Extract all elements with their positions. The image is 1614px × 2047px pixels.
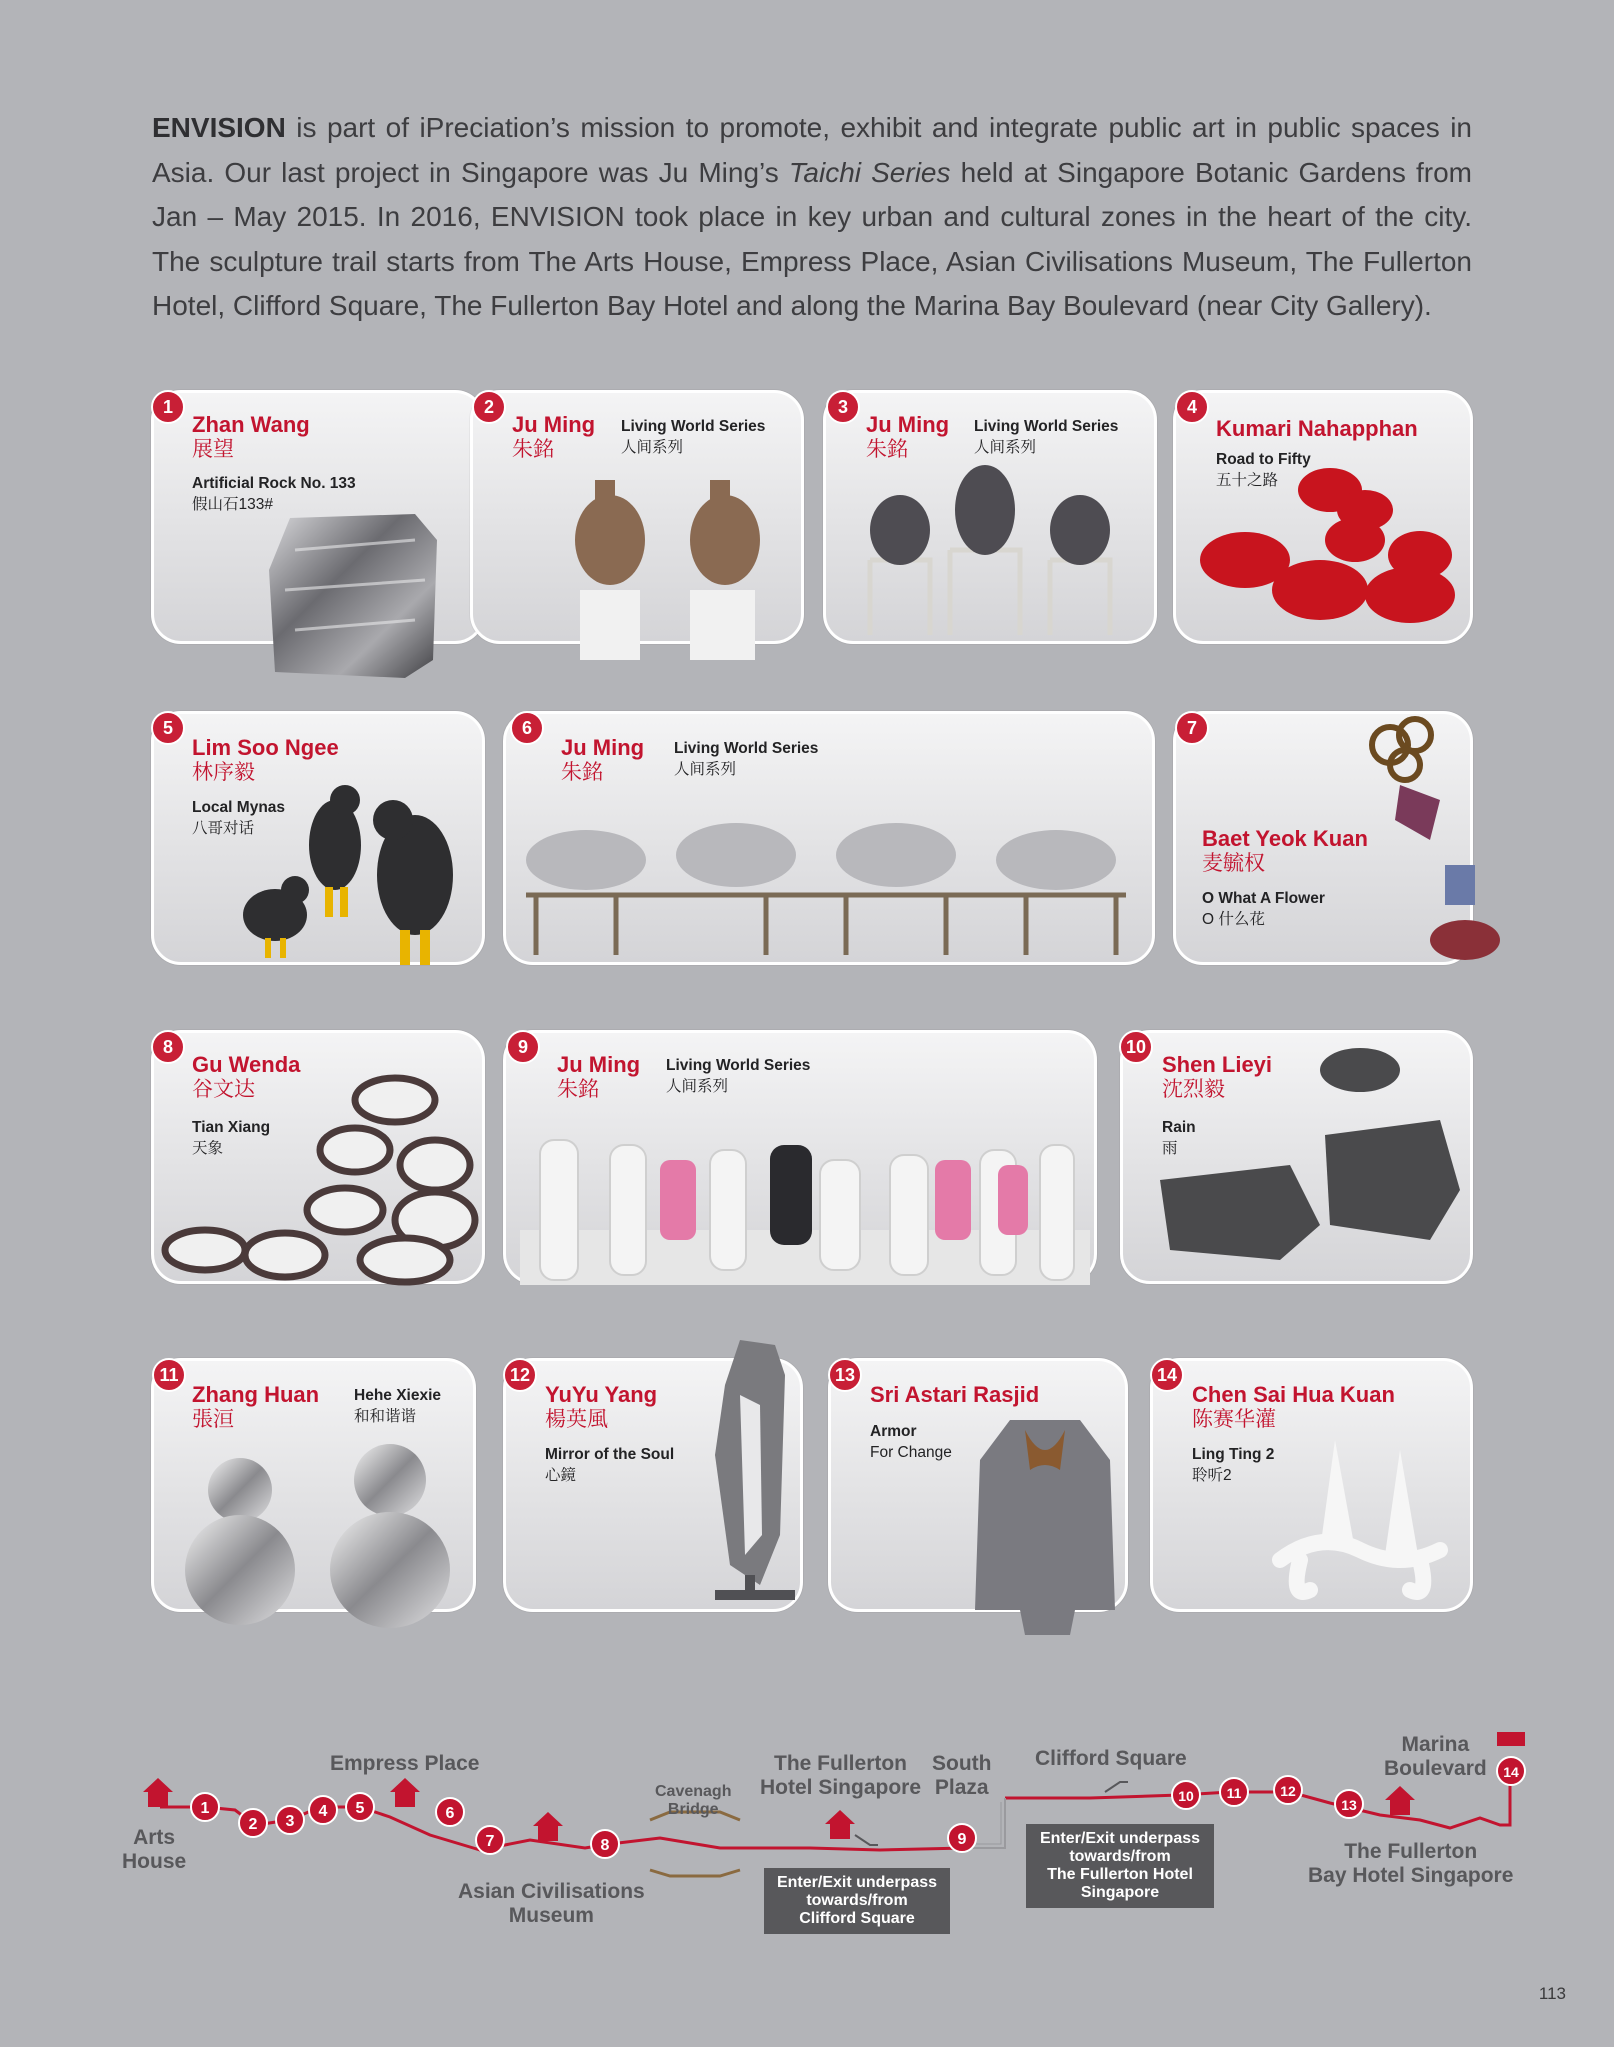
card-number-7: 7 <box>1175 711 1209 745</box>
work-title-12: Mirror of the Soul 心鏡 <box>545 1446 675 1484</box>
label-asian-civilisations: Asian Civilisations Museum <box>458 1880 645 1927</box>
label-clifford-square: Clifford Square <box>1035 1747 1187 1770</box>
calligraphy-sculpture-image <box>165 1070 485 1285</box>
svg-text:5: 5 <box>355 1800 365 1817</box>
route-stop-6 <box>436 1798 464 1826</box>
card-number-5: 5 <box>151 711 185 745</box>
artist-name-13: Sri Astari Rasjid <box>870 1382 1040 1407</box>
living-world-standing-figures-image-9 <box>520 1120 1090 1285</box>
artist-name-3: Ju Ming 朱銘 <box>866 412 950 461</box>
work-title-4: Road to Fifty 五十之路 <box>1216 451 1311 489</box>
intro-part2: held at Singapore Botanic Gardens from Jan – May 2015. In 2016, ENVISION took place in key urban and cultural zones in the heart of the city. The sculpture trail starts from The Arts House, Empress Place, Asian Civilisations Museum, The Fullerton Hotel, Clifford Square, The Fullerton Bay Hotel and along the Marina Bay Boulevard (near City Gallery). <box>152 156 1472 321</box>
card-number-13: 13 <box>828 1358 862 1392</box>
svg-text:11: 11 <box>1226 1785 1242 1801</box>
work-title-11: Hehe Xiexie 和和谐谐 <box>354 1387 442 1425</box>
svg-text:1: 1 <box>200 1800 210 1817</box>
card-number-14: 14 <box>1150 1358 1184 1392</box>
work-title-8: Tian Xiang 天象 <box>192 1119 271 1157</box>
ling-ting-sculpture-image <box>1250 1440 1470 1610</box>
label-south-plaza: South Plaza <box>932 1752 992 1799</box>
svg-text:10: 10 <box>1178 1788 1194 1804</box>
silver-pandas-image <box>175 1430 475 1630</box>
label-fullerton-hotel: The Fullerton Hotel Singapore <box>760 1752 922 1799</box>
work-title-6: Living World Series 人间系列 <box>674 740 819 778</box>
intro-italic: Taichi Series <box>788 156 951 188</box>
route-stop-8 <box>591 1830 619 1858</box>
artist-name-7: Baet Yeok Kuan 麦毓权 <box>1202 826 1368 875</box>
svg-text:6: 6 <box>445 1805 455 1822</box>
svg-text:7: 7 <box>485 1833 495 1850</box>
route-stop-12 <box>1274 1776 1302 1804</box>
label-empress-place: Empress Place <box>330 1752 480 1775</box>
card-number-4: 4 <box>1175 390 1209 424</box>
artist-name-12: YuYu Yang 楊英風 <box>545 1382 658 1431</box>
label-fullerton-bay: The Fullerton Bay Hotel Singapore <box>1308 1840 1514 1887</box>
svg-text:8: 8 <box>600 1837 610 1854</box>
mirror-of-soul-sculpture-image <box>690 1335 810 1625</box>
card-number-2: 2 <box>472 390 506 424</box>
svg-text:2: 2 <box>248 1816 258 1833</box>
svg-text:14: 14 <box>1503 1764 1519 1780</box>
card-number-12: 12 <box>503 1358 537 1392</box>
route-stop-4 <box>309 1796 337 1824</box>
route-stop-9 <box>948 1824 976 1852</box>
label-arts-house: Arts House <box>122 1826 187 1873</box>
card-number-1: 1 <box>151 390 185 424</box>
card-number-3: 3 <box>826 390 860 424</box>
work-title-3: Living World Series 人间系列 <box>974 418 1119 456</box>
svg-text:12: 12 <box>1280 1783 1296 1799</box>
svg-text:3: 3 <box>285 1813 295 1830</box>
label-cavenagh-bridge: Cavenagh Bridge <box>655 1783 732 1818</box>
card-number-9: 9 <box>506 1030 540 1064</box>
intro-lead: ENVISION <box>152 112 286 143</box>
work-title-1: Artificial Rock No. 133 假山石133# <box>192 475 356 513</box>
route-stop-7 <box>476 1826 504 1854</box>
intro-paragraph <box>152 106 1472 329</box>
route-stop-5 <box>346 1793 374 1821</box>
artist-name-1: Zhan Wang 展望 <box>192 412 310 461</box>
armor-coat-image <box>970 1410 1120 1640</box>
artist-name-14: Chen Sai Hua Kuan 陈赛华灌 <box>1192 1382 1395 1431</box>
svg-text:13: 13 <box>1341 1797 1357 1813</box>
artist-name-6: Ju Ming 朱銘 <box>561 735 645 784</box>
work-title-5: Local Mynas 八哥对话 <box>192 799 286 837</box>
route-stop-3 <box>276 1806 304 1834</box>
artist-name-4: Kumari Nahapphan <box>1216 416 1418 441</box>
underpass-note-fullerton: Enter/Exit underpass towards/from The Fullerton Hotel Singapore <box>1026 1824 1214 1908</box>
artist-name-5: Lim Soo Ngee 林序毅 <box>192 735 339 784</box>
artist-name-9: Ju Ming 朱銘 <box>557 1052 641 1101</box>
intro-part1: is part of iPreciation’s mission to promote, exhibit and integrate public art in public spaces in Asia. Our last project in Singapore was Ju Ming’s <box>152 112 1472 188</box>
artist-name-11: Zhang Huan 張洹 <box>192 1382 320 1431</box>
work-title-9: Living World Series 人间系列 <box>666 1057 811 1095</box>
underpass-note-clifford: Enter/Exit underpass towards/from Clifford Square <box>764 1868 950 1934</box>
artist-name-10: Shen Lieyi 沈烈毅 <box>1162 1052 1273 1101</box>
label-marina-boulevard: Marina Boulevard <box>1384 1733 1487 1780</box>
card-number-10: 10 <box>1119 1030 1153 1064</box>
route-stop-11 <box>1220 1778 1248 1806</box>
route-stop-1 <box>191 1793 219 1821</box>
work-title-10: Rain 雨 <box>1162 1119 1196 1157</box>
work-title-13: Armor For Change <box>870 1423 952 1461</box>
svg-text:4: 4 <box>318 1803 328 1820</box>
route-stop-14 <box>1497 1757 1525 1785</box>
route-stop-2 <box>239 1809 267 1837</box>
svg-text:9: 9 <box>957 1831 967 1848</box>
work-title-7: O What A Flower O 什么花 <box>1202 890 1325 928</box>
route-stop-10 <box>1172 1781 1200 1809</box>
page-number: 113 <box>1538 1984 1566 2003</box>
card-number-8: 8 <box>151 1030 185 1064</box>
artist-name-8: Gu Wenda 谷文达 <box>192 1052 301 1101</box>
artificial-rock-image <box>265 510 445 680</box>
artist-name-2: Ju Ming 朱銘 <box>512 412 596 461</box>
work-title-14: Ling Ting 2 聆听2 <box>1192 1446 1275 1484</box>
card-number-11: 11 <box>152 1358 186 1392</box>
route-stop-13 <box>1335 1790 1363 1818</box>
work-title-2: Living World Series 人间系列 <box>621 418 766 456</box>
living-world-figures-image-2 <box>560 470 770 660</box>
card-number-6: 6 <box>510 711 544 745</box>
living-world-chairs-image-3 <box>840 470 1140 640</box>
living-world-sitting-figures-image-6 <box>506 800 1152 960</box>
